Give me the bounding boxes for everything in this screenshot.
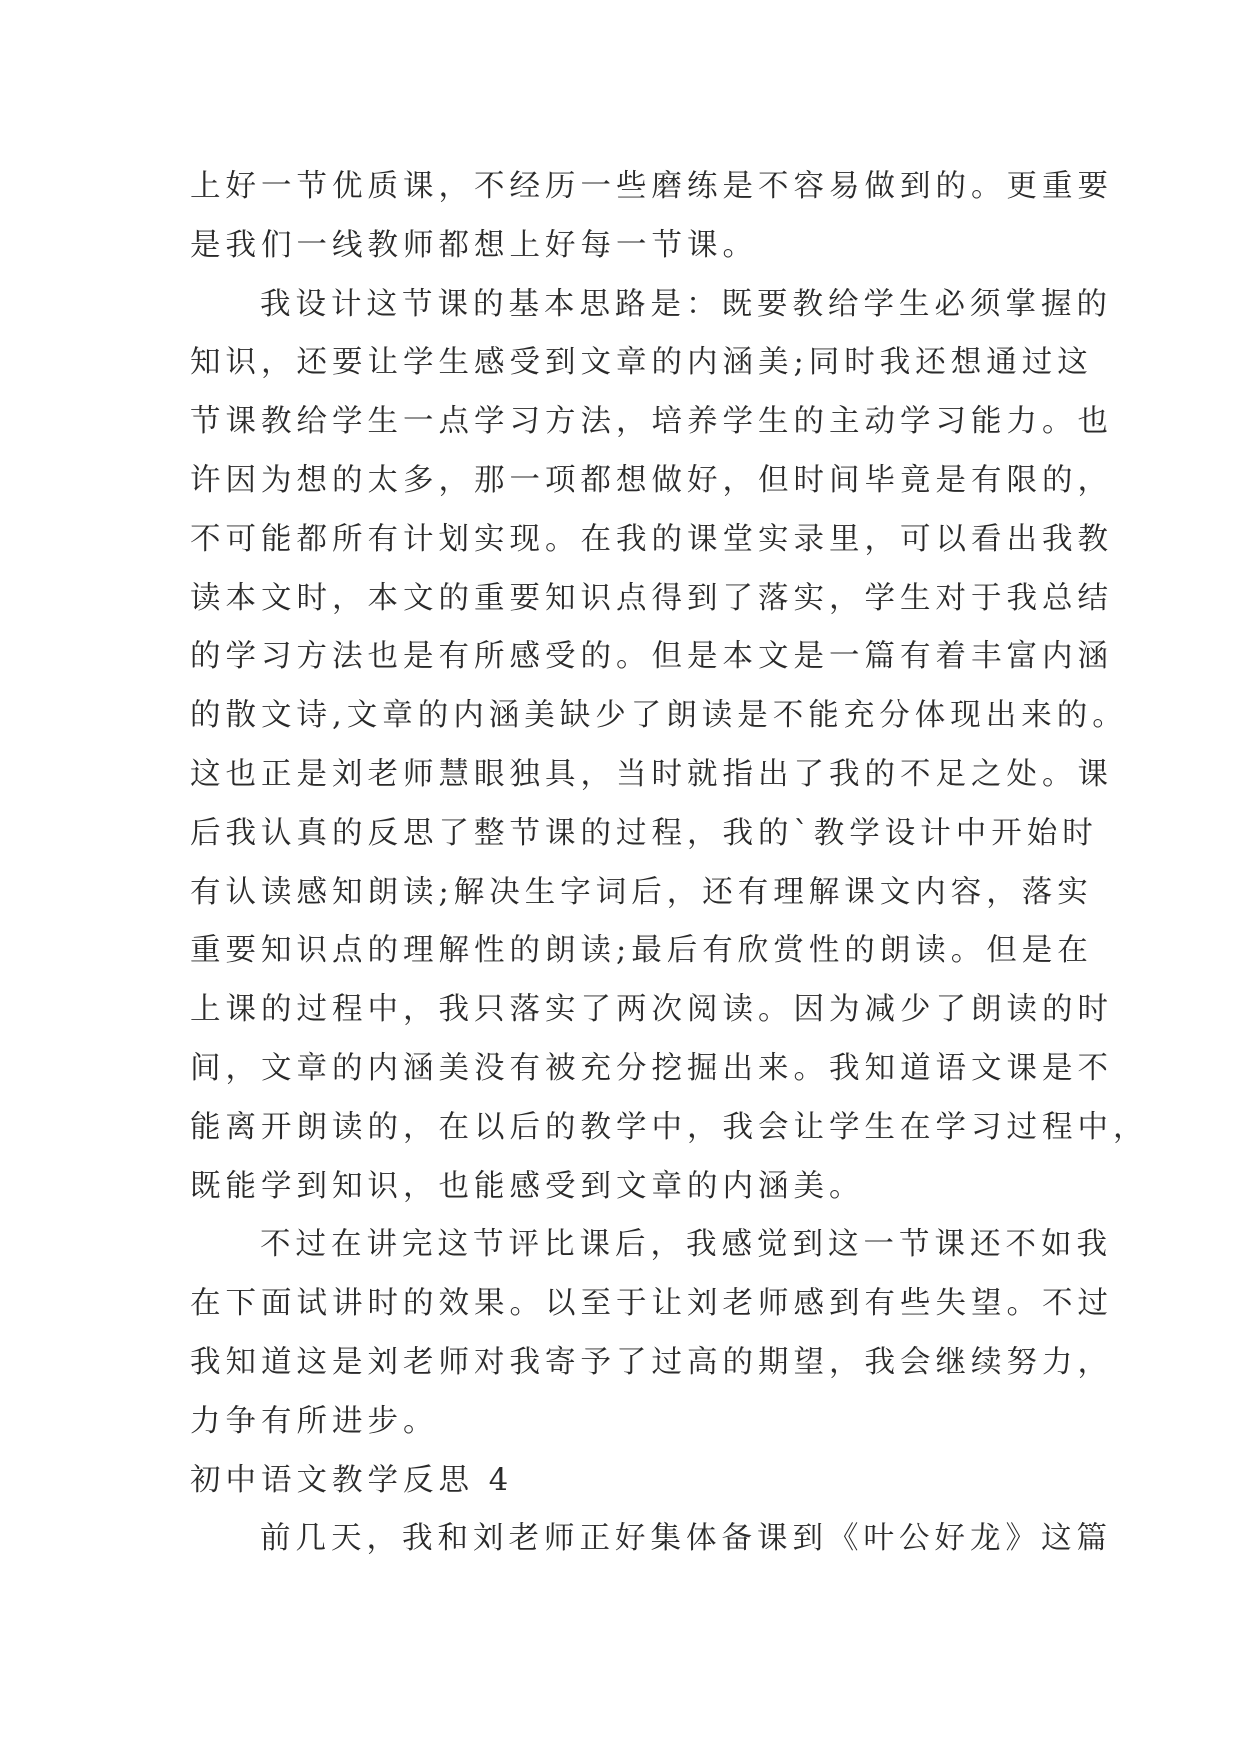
text-line: 的学习方法也是有所感受的。但是本文是一篇有着丰富内涵 [190, 639, 1113, 675]
text-line: 读本文时，本文的重要知识点得到了落实，学生对于我总结 [190, 580, 1113, 616]
text-line: 在下面试讲时的效果。以至于让刘老师感到有些失望。不过 [190, 1286, 1113, 1322]
text-line: 重要知识点的理解性的朗读;最后有欣赏性的朗读。但是在 [190, 933, 1093, 969]
document-body [190, 158, 1149, 1569]
text-line: 后我认真的反思了整节课的过程，我的`教学设计中开始时 [190, 815, 1098, 851]
paragraph-start-line: 我设计这节课的基本思路是：既要教给学生必须掌握的 [260, 286, 1112, 322]
text-line: 许因为想的太多，那一项都想做好，但时间毕竟是有限的， [190, 462, 1113, 498]
text-line: 是我们一线教师都想上好每一节课。 [190, 227, 758, 263]
text-line: 力争有所进步。 [190, 1403, 439, 1439]
text-line: 既能学到知识，也能感受到文章的内涵美。 [190, 1168, 865, 1204]
text-line: 的散文诗,文章的内涵美缺少了朗读是不能充分体现出来的。 [190, 698, 1128, 734]
text-line: 我知道这是刘老师对我寄予了过高的期望，我会继续努力， [190, 1344, 1113, 1380]
text-line: 上好一节优质课，不经历一些磨练是不容易做到的。更重要 [190, 169, 1113, 204]
text-line: 知识，还要让学生感受到文章的内涵美;同时我还想通过这 [190, 345, 1093, 381]
paragraph-start-line: 不过在讲完这节评比课后，我感觉到这一节课还不如我 [260, 1227, 1112, 1263]
text-line: 上课的过程中，我只落实了两次阅读。因为减少了朗读的时 [190, 992, 1113, 1028]
text-line: 节课教给学生一点学习方法，培养学生的主动学习能力。也 [190, 404, 1113, 440]
paragraph-start-line: 前几天，我和刘老师正好集体备课到《叶公好龙》这篇 [260, 1521, 1112, 1557]
text-line: 不可能都所有计划实现。在我的课堂实录里，可以看出我教 [190, 521, 1113, 557]
text-line: 间，文章的内涵美没有被充分挖掘出来。我知道语文课是不 [190, 1050, 1113, 1086]
text-line: 有认读感知朗读;解决生字词后，还有理解课文内容，落实 [190, 874, 1093, 910]
text-line: 能离开朗读的，在以后的教学中，我会让学生在学习过程中， [190, 1109, 1149, 1145]
section-heading: 初中语文教学反思 4 [190, 1462, 514, 1498]
text-line: 这也正是刘老师慧眼独具，当时就指出了我的不足之处。课 [190, 756, 1113, 792]
